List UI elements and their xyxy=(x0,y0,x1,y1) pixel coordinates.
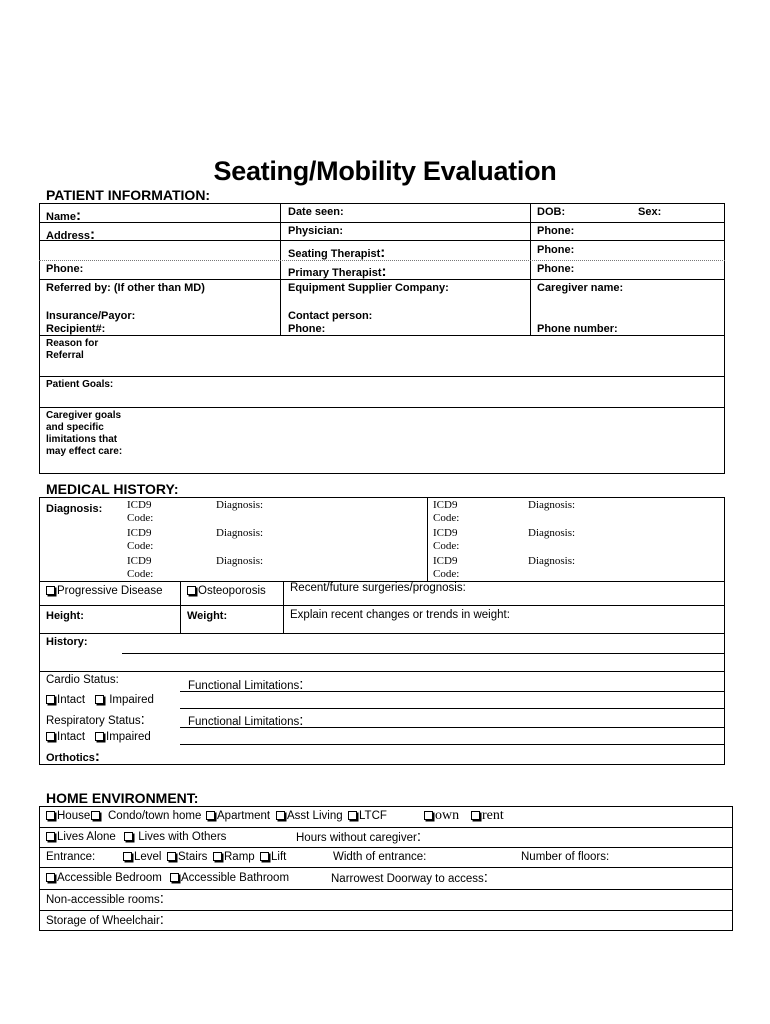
stairs-checkbox[interactable]: Stairs xyxy=(167,851,207,863)
weight-changes-label: Explain recent changes or trends in weight: xyxy=(290,609,510,621)
icd9-label: ICD9 xyxy=(127,499,152,511)
date-seen-label: Date seen: xyxy=(288,206,344,218)
width-of-entrance-label: Width of entrance: xyxy=(333,851,427,863)
row-divider xyxy=(39,910,733,911)
checkbox-icon xyxy=(46,873,55,882)
checkbox-icon xyxy=(46,695,55,704)
caregiver-goals-label-3: limitations that xyxy=(46,434,118,445)
checkbox-icon xyxy=(260,852,269,861)
contact-phone-label: Phone: xyxy=(288,323,326,335)
caregiver-goals-label-4: may effect care: xyxy=(46,446,123,457)
row-divider xyxy=(39,671,725,672)
icd9-label: ICD9 xyxy=(433,499,458,511)
storage-of-wheelchair-label: Storage of Wheelchair: xyxy=(46,911,164,928)
icd9-label: ICD9 xyxy=(127,555,152,567)
primary-therapist-phone-label: Phone: xyxy=(537,263,575,275)
surgeries-label: Recent/future surgeries/prognosis: xyxy=(290,582,466,594)
cardio-status-label: Cardio Status: xyxy=(46,674,119,686)
checkbox-icon xyxy=(276,811,285,820)
seating-therapist-phone-label: Phone: xyxy=(537,244,575,256)
caregiver-name-label: Caregiver name: xyxy=(537,282,624,294)
code-label: Code: xyxy=(433,540,460,552)
row-divider xyxy=(39,376,725,377)
dob-label: DOB: xyxy=(537,206,566,218)
physician-label: Physician: xyxy=(288,225,344,237)
checkbox-icon xyxy=(206,811,215,820)
narrowest-doorway-label: Narrowest Doorway to access: xyxy=(331,869,488,886)
condo-label[interactable]: Condo/town home xyxy=(108,810,202,822)
checkbox-icon xyxy=(424,811,433,820)
cardio-intact-checkbox[interactable]: Intact xyxy=(46,694,85,706)
row-divider xyxy=(39,407,725,408)
respiratory-impaired-checkbox[interactable]: Impaired xyxy=(95,731,151,743)
checkbox-icon xyxy=(91,811,100,820)
diagnosis-label: Diagnosis: xyxy=(46,503,103,515)
hours-without-caregiver-label: Hours without caregiver: xyxy=(296,828,421,845)
accessible-bathroom-checkbox[interactable]: Accessible Bathroom xyxy=(170,872,289,884)
column-divider xyxy=(180,581,181,633)
column-divider xyxy=(427,497,428,581)
equipment-supplier-label: Equipment Supplier Company: xyxy=(288,282,449,294)
own-checkbox[interactable]: own xyxy=(424,808,459,824)
page-title: Seating/Mobility Evaluation xyxy=(213,156,557,186)
checkbox-icon xyxy=(187,586,196,595)
row-divider xyxy=(39,847,733,848)
phone-number-label: Phone number: xyxy=(537,323,618,335)
seating-therapist-label: Seating Therapist: xyxy=(288,244,386,261)
house-checkbox[interactable]: House xyxy=(46,810,102,822)
icd9-label: ICD9 xyxy=(433,527,458,539)
diagnosis-field-label: Diagnosis: xyxy=(216,499,264,511)
history-line xyxy=(122,653,725,654)
ltcf-checkbox[interactable]: LTCF xyxy=(348,810,387,822)
row-divider xyxy=(39,240,725,241)
asst-living-checkbox[interactable]: Asst Living xyxy=(276,810,343,822)
cardio-line xyxy=(180,691,725,692)
patient-goals-label: Patient Goals: xyxy=(46,379,114,390)
recipient-label: Recipient#: xyxy=(46,323,106,335)
number-of-floors-label: Number of floors: xyxy=(521,851,610,863)
row-divider xyxy=(39,633,725,634)
primary-therapist-label: Primary Therapist: xyxy=(288,263,387,280)
cardio-line-2 xyxy=(180,708,725,709)
icd9-label: ICD9 xyxy=(433,555,458,567)
diagnosis-field-label: Diagnosis: xyxy=(528,527,576,539)
column-divider xyxy=(283,581,284,633)
checkbox-icon xyxy=(46,832,55,841)
non-accessible-rooms-label: Non-accessible rooms: xyxy=(46,890,164,907)
diagnosis-field-label: Diagnosis: xyxy=(528,555,576,567)
row-divider xyxy=(39,605,725,606)
progressive-disease-checkbox[interactable]: Progressive Disease xyxy=(46,585,162,597)
orthotics-label: Orthotics: xyxy=(46,748,100,765)
code-label: Code: xyxy=(127,540,154,552)
diagnosis-field-label: Diagnosis: xyxy=(216,527,264,539)
contact-person-label: Contact person: xyxy=(288,310,373,322)
section-heading-patient-information: PATIENT INFORMATION: xyxy=(46,187,211,203)
osteoporosis-checkbox[interactable]: Osteoporosis xyxy=(187,585,266,597)
checkbox-icon xyxy=(167,852,176,861)
insurance-label: Insurance/Payor: xyxy=(46,310,136,322)
referred-by-label: Referred by: (If other than MD) xyxy=(46,282,205,294)
code-label: Code: xyxy=(433,512,460,524)
history-label: History: xyxy=(46,636,88,648)
checkbox-icon xyxy=(95,732,104,741)
respiratory-status-label: Respiratory Status: xyxy=(46,711,145,728)
respiratory-functional-limitations-label: Functional Limitations: xyxy=(188,712,304,729)
icd9-label: ICD9 xyxy=(127,527,152,539)
row-divider xyxy=(39,222,725,223)
section-heading-home-environment: HOME ENVIRONMENT: xyxy=(46,790,199,806)
weight-label: Weight: xyxy=(187,610,228,622)
checkbox-icon xyxy=(348,811,357,820)
checkbox-icon xyxy=(124,832,133,841)
row-divider xyxy=(39,335,725,336)
rent-checkbox[interactable]: rent xyxy=(471,808,504,824)
code-label: Code: xyxy=(127,512,154,524)
lives-alone-checkbox[interactable]: Lives Alone xyxy=(46,831,116,843)
row-divider xyxy=(39,827,733,828)
ramp-checkbox[interactable]: Ramp xyxy=(213,851,255,863)
cardio-functional-limitations-label: Functional Limitations: xyxy=(188,676,304,693)
row-divider xyxy=(39,889,733,890)
caregiver-goals-label: Caregiver goals xyxy=(46,410,122,421)
level-checkbox[interactable]: Level xyxy=(123,851,162,863)
height-label: Height: xyxy=(46,610,84,622)
reason-for-referral-label: Reason for xyxy=(46,338,99,349)
code-label: Code: xyxy=(127,568,154,580)
accessible-bedroom-checkbox[interactable]: Accessible Bedroom xyxy=(46,872,162,884)
code-label: Code: xyxy=(433,568,460,580)
checkbox-icon xyxy=(471,811,480,820)
phone-label: Phone: xyxy=(46,263,84,275)
checkbox-icon xyxy=(170,873,179,882)
lives-with-others-checkbox[interactable]: Lives with Others xyxy=(124,831,226,843)
row-divider xyxy=(39,867,733,868)
diagnosis-field-label: Diagnosis: xyxy=(528,499,576,511)
checkbox-icon xyxy=(213,852,222,861)
name-label: Name: xyxy=(46,207,81,224)
checkbox-icon xyxy=(95,695,104,704)
apartment-checkbox[interactable]: Apartment xyxy=(206,810,270,822)
respiratory-intact-checkbox[interactable]: Intact xyxy=(46,731,85,743)
physician-phone-label: Phone: xyxy=(537,225,575,237)
diagnosis-field-label: Diagnosis: xyxy=(216,555,264,567)
cardio-impaired-checkbox[interactable]: Impaired xyxy=(95,694,154,706)
checkbox-icon xyxy=(46,811,55,820)
sex-label: Sex: xyxy=(638,206,662,218)
checkbox-icon xyxy=(123,852,132,861)
entrance-label: Entrance: xyxy=(46,851,96,863)
reason-for-referral-label-2: Referral xyxy=(46,350,84,361)
section-heading-medical-history: MEDICAL HISTORY: xyxy=(46,481,179,497)
checkbox-icon xyxy=(46,732,55,741)
checkbox-icon xyxy=(46,586,55,595)
respiratory-line-2 xyxy=(180,744,725,745)
lift-checkbox[interactable]: Lift xyxy=(260,851,286,863)
caregiver-goals-label-2: and specific xyxy=(46,422,104,433)
respiratory-line xyxy=(180,727,725,728)
address-label: Address: xyxy=(46,226,96,243)
